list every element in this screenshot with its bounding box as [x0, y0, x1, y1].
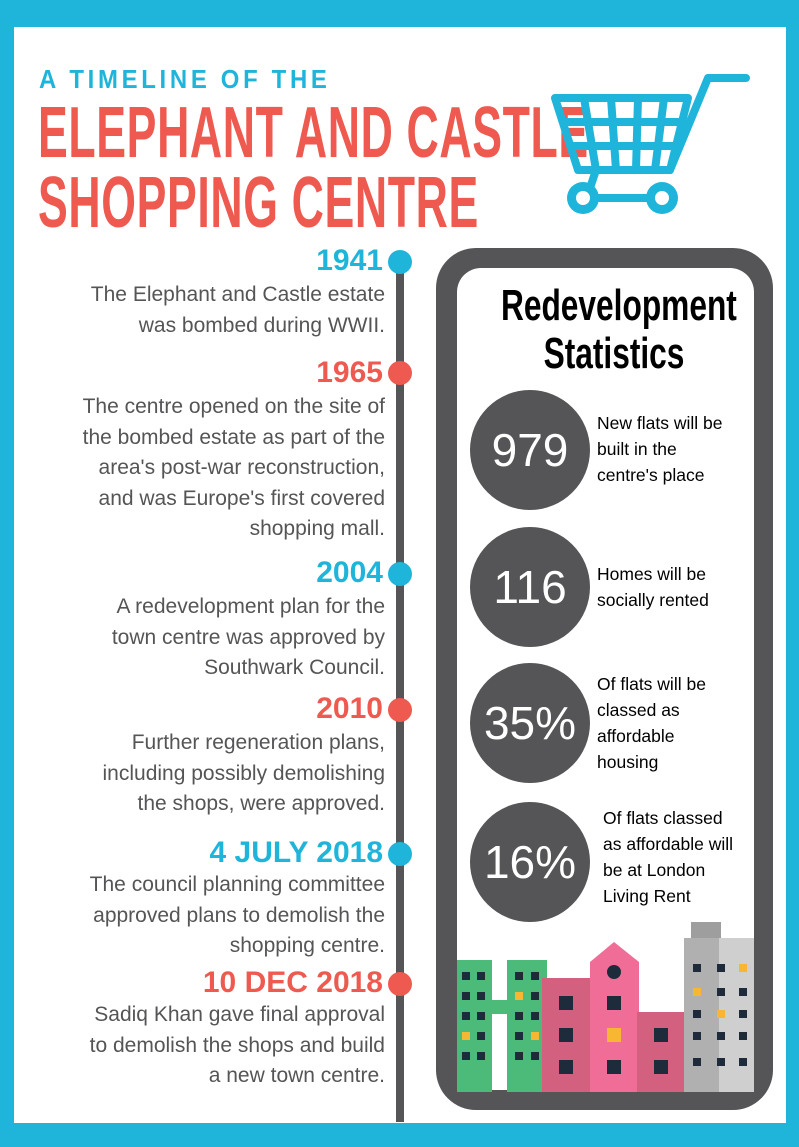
timeline-dot — [388, 562, 412, 586]
timeline-year: 1941 — [316, 244, 383, 277]
stat-description — [603, 805, 733, 909]
stat-description-line: socially rented — [597, 590, 709, 610]
stat-value-circle — [470, 802, 590, 922]
timeline-description-line: was bombed during WWII. — [138, 313, 385, 337]
stat-description-line: centre's place — [597, 465, 705, 485]
stats-title-line-2: Statistics — [543, 329, 685, 378]
timeline-description — [112, 592, 385, 684]
timeline-dot — [388, 361, 412, 385]
stat-description-line: built in the — [597, 439, 677, 459]
stats-title-line-1: Redevelopment — [500, 281, 737, 330]
timeline-year: 2004 — [316, 556, 383, 589]
stat-value-circle — [470, 390, 590, 510]
timeline-dot — [388, 250, 412, 274]
stat-description-line: Homes will be — [597, 564, 706, 584]
stat-description-line: affordable — [597, 726, 675, 746]
stat-description — [597, 671, 706, 775]
stat-description-line: as affordable will — [603, 834, 734, 854]
timeline-description-line: the shops, were approved. — [137, 792, 385, 815]
timeline-dot — [388, 842, 412, 866]
stat-description-line: Of flats will be — [597, 674, 706, 694]
timeline-year: 2010 — [316, 692, 383, 725]
stats-title — [500, 281, 737, 378]
city-buildings-illustration — [457, 920, 754, 1092]
timeline-description — [90, 1000, 385, 1092]
timeline-description-line: A redevelopment plan for the — [116, 595, 385, 618]
timeline-description — [91, 280, 385, 341]
timeline-description-line: town centre was approved by — [111, 625, 385, 649]
title-line-1: ELEPHANT AND CASTLE — [38, 93, 589, 173]
timeline-description-line: and was Europe's first covered — [98, 486, 385, 510]
timeline-description-line: Further regeneration plans, — [131, 731, 385, 754]
timeline-description-line: shopping centre. — [229, 934, 385, 957]
timeline-description-line: area's post-war reconstruction, — [98, 456, 385, 479]
stat-value-circle — [470, 527, 590, 647]
timeline-description-line: including possibly demolishing — [102, 761, 385, 785]
stat-description-line: Living Rent — [603, 886, 691, 906]
timeline-description-line: a new town centre. — [208, 1064, 385, 1087]
shopping-cart-icon — [550, 70, 750, 220]
stat-value-circle — [470, 663, 590, 783]
timeline-year: 4 JULY 2018 — [209, 836, 383, 869]
stat-description — [597, 410, 722, 488]
timeline-description-line: the bombed estate as part of the — [82, 425, 385, 449]
page-title — [38, 93, 589, 243]
timeline-description-line: shopping mall. — [249, 517, 385, 540]
timeline-description-line: Sadiq Khan gave final approval — [94, 1003, 385, 1026]
timeline-description — [83, 392, 385, 545]
title-line-2: SHOPPING CENTRE — [38, 163, 479, 243]
eyebrow-heading: A TIMELINE OF THE — [39, 64, 331, 94]
timeline-description — [103, 728, 386, 820]
timeline-year: 10 DEC 2018 — [202, 966, 383, 999]
timeline-dot — [388, 972, 412, 996]
timeline-description-line: The council planning committee — [89, 873, 385, 896]
stat-value: 979 — [491, 424, 569, 476]
stat-value: 16% — [483, 836, 577, 888]
timeline-description-line: to demolish the shops and build — [89, 1033, 385, 1057]
timeline-dot — [388, 698, 412, 722]
stat-description — [597, 561, 709, 613]
stat-description-line: New flats will be — [597, 413, 723, 433]
stat-description-line: classed as — [597, 700, 680, 720]
timeline-description-line: Southwark Council. — [204, 656, 385, 679]
timeline-description-line: The centre opened on the site of — [82, 395, 385, 418]
timeline-description-line: approved plans to demolish the — [93, 903, 385, 927]
timeline-description — [90, 870, 385, 962]
stat-description-line: be at London — [603, 860, 706, 880]
timeline-description-line: The Elephant and Castle estate — [90, 283, 385, 306]
stat-value: 35% — [483, 697, 577, 749]
stat-value: 116 — [493, 561, 567, 613]
timeline-year: 1965 — [316, 356, 383, 389]
stat-description-line: housing — [597, 752, 659, 772]
stat-description-line: Of flats classed — [603, 808, 723, 828]
